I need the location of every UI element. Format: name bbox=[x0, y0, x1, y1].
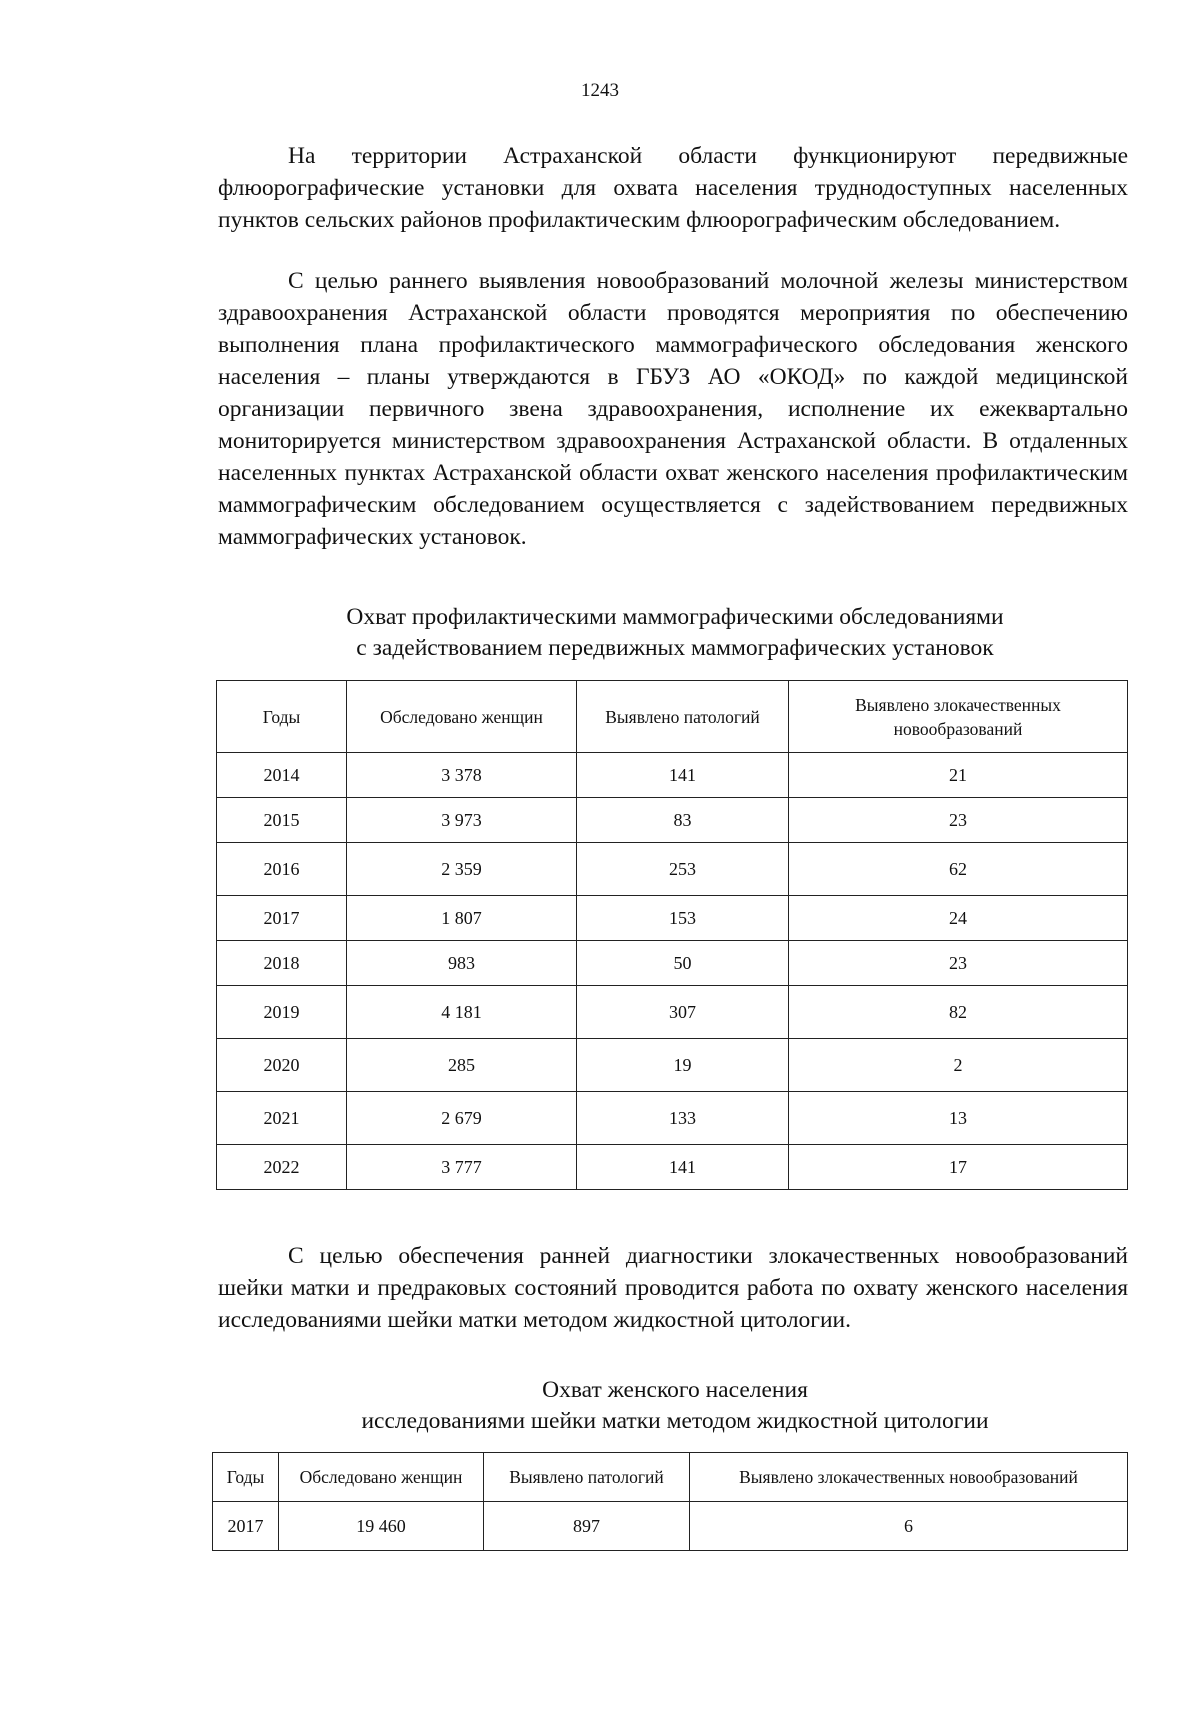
cell-pathologies: 19 bbox=[577, 1039, 789, 1092]
cell-malignant: 62 bbox=[789, 843, 1128, 896]
cell-pathologies: 50 bbox=[577, 941, 789, 986]
cell-pathologies: 141 bbox=[577, 1145, 789, 1190]
cell-pathologies: 307 bbox=[577, 986, 789, 1039]
table1-title-line1: Охват профилактическими маммографическими обследованиями bbox=[346, 604, 1004, 630]
cell-year: 2020 bbox=[217, 1039, 347, 1092]
table-row bbox=[213, 1502, 1128, 1551]
cell-year: 2022 bbox=[217, 1145, 347, 1190]
column-header-malignant: Выявлено злокачественных новообразований bbox=[690, 1453, 1128, 1502]
table-row bbox=[217, 1039, 1128, 1092]
cytology-coverage-table bbox=[212, 1452, 1128, 1551]
cell-year: 2016 bbox=[217, 843, 347, 896]
column-header-years: Годы bbox=[213, 1453, 279, 1502]
table-row bbox=[217, 896, 1128, 941]
cell-malignant: 24 bbox=[789, 896, 1128, 941]
table1-title bbox=[0, 602, 1200, 664]
table-row bbox=[217, 843, 1128, 896]
mammography-coverage-table bbox=[216, 680, 1128, 1190]
table-header-row bbox=[213, 1453, 1128, 1502]
table-row bbox=[217, 941, 1128, 986]
cell-pathologies: 83 bbox=[577, 798, 789, 843]
column-header-examined: Обследовано женщин bbox=[347, 681, 577, 753]
cell-year: 2014 bbox=[217, 753, 347, 798]
cell-malignant: 82 bbox=[789, 986, 1128, 1039]
cell-pathologies: 897 bbox=[484, 1502, 690, 1551]
cell-pathologies: 133 bbox=[577, 1092, 789, 1145]
column-header-pathologies: Выявлено патологий bbox=[484, 1453, 690, 1502]
cell-malignant: 23 bbox=[789, 798, 1128, 843]
cell-examined: 3 973 bbox=[347, 798, 577, 843]
table2-title-line1: Охват женского населения bbox=[542, 1377, 808, 1403]
table-row bbox=[217, 1092, 1128, 1145]
cell-examined: 4 181 bbox=[347, 986, 577, 1039]
cell-malignant: 23 bbox=[789, 941, 1128, 986]
page-number: 1243 bbox=[581, 80, 619, 101]
cell-malignant: 2 bbox=[789, 1039, 1128, 1092]
paragraph-fluorography: На территории Астраханской области функционируют передвижные флюорографические установки для охвата населения труднодоступных населенных пунктов сельских районов профилактическим флюорографическим обследованием. bbox=[218, 143, 1128, 233]
paragraph-mammography: С целью раннего выявления новообразований молочной железы министерством здравоохранения Астраханской области проводятся мероприятия по обеспечению выполнения плана профилактического маммографического обследования женского населения – планы утверждаются в ГБУЗ АО «ОКОД» по каждой медицинской организации первичного звена здравоохранения, исполнение их ежеквартально мониторируется министерством здравоохранения Астраханской области. В отдаленных населенных пунктах Астраханской области охват женского населения профилактическим маммографическим обследованием осуществляется с задействованием передвижных маммографических установок. bbox=[218, 268, 1128, 550]
cell-examined: 3 777 bbox=[347, 1145, 577, 1190]
cell-year: 2015 bbox=[217, 798, 347, 843]
cell-pathologies: 253 bbox=[577, 843, 789, 896]
cell-examined: 983 bbox=[347, 941, 577, 986]
cell-year: 2019 bbox=[217, 986, 347, 1039]
cell-malignant: 6 bbox=[690, 1502, 1128, 1551]
cell-examined: 285 bbox=[347, 1039, 577, 1092]
cell-pathologies: 153 bbox=[577, 896, 789, 941]
table-row bbox=[217, 753, 1128, 798]
table-header-row bbox=[217, 681, 1128, 753]
cell-examined: 1 807 bbox=[347, 896, 577, 941]
cell-malignant: 17 bbox=[789, 1145, 1128, 1190]
column-header-examined: Обследовано женщин bbox=[279, 1453, 484, 1502]
table1-title-line2: с задействованием передвижных маммографических установок bbox=[356, 635, 994, 661]
cell-examined: 3 378 bbox=[347, 753, 577, 798]
table2-title-line2: исследованиями шейки матки методом жидкостной цитологии bbox=[361, 1408, 989, 1434]
column-header-malignant: Выявлено злокачественных новообразований bbox=[789, 681, 1128, 753]
cell-malignant: 21 bbox=[789, 753, 1128, 798]
cell-examined: 2 679 bbox=[347, 1092, 577, 1145]
table-row bbox=[217, 986, 1128, 1039]
column-header-years: Годы bbox=[217, 681, 347, 753]
column-header-pathologies: Выявлено патологий bbox=[577, 681, 789, 753]
cell-year: 2017 bbox=[213, 1502, 279, 1551]
paragraph-cytology: С целью обеспечения ранней диагностики злокачественных новообразований шейки матки и предраковых состояний проводится работа по охвату женского населения исследованиями шейки матки методом жидкостной цитологии. bbox=[218, 1243, 1128, 1333]
table-row bbox=[217, 1145, 1128, 1190]
cell-year: 2018 bbox=[217, 941, 347, 986]
table2-title bbox=[0, 1375, 1200, 1437]
cell-year: 2017 bbox=[217, 896, 347, 941]
cell-examined: 19 460 bbox=[279, 1502, 484, 1551]
cell-year: 2021 bbox=[217, 1092, 347, 1145]
cell-examined: 2 359 bbox=[347, 843, 577, 896]
cell-malignant: 13 bbox=[789, 1092, 1128, 1145]
cell-pathologies: 141 bbox=[577, 753, 789, 798]
table-row bbox=[217, 798, 1128, 843]
